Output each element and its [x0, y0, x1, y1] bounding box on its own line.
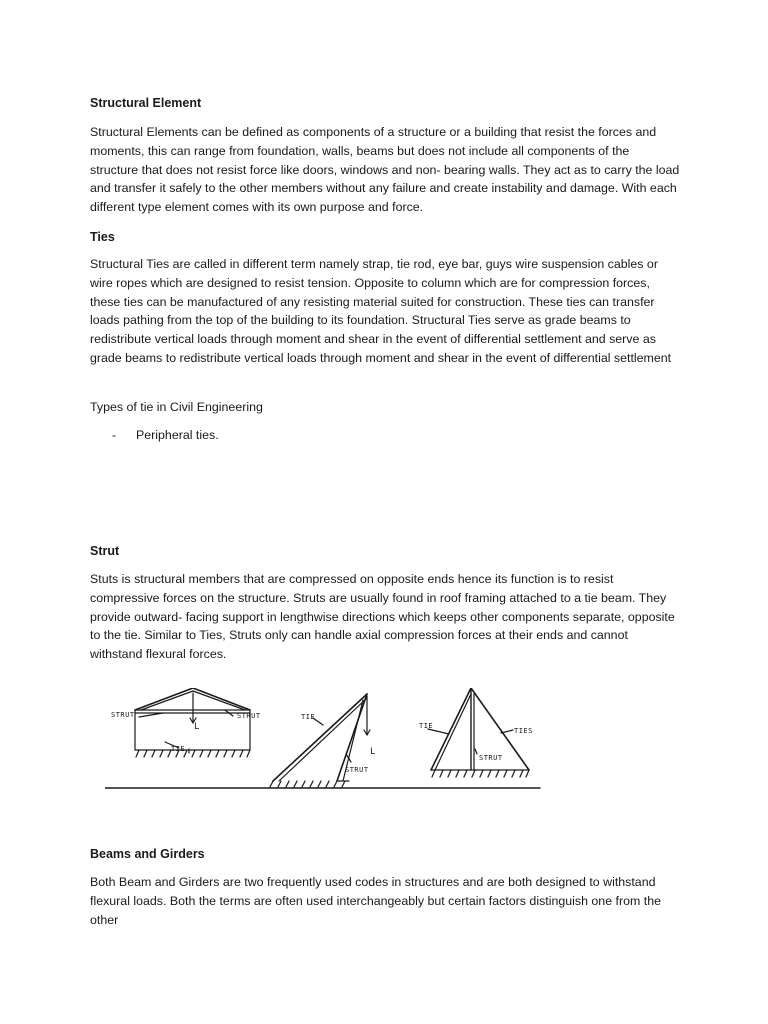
label-strut: STRUT: [111, 711, 135, 719]
ties-heading: Ties: [90, 230, 115, 244]
label-load: L: [194, 722, 200, 732]
beams-girders-heading: Beams and Girders: [90, 847, 205, 861]
label-tie: TIE: [171, 745, 186, 753]
tie-type-peripheral: Peripheral ties.: [136, 428, 219, 442]
ties-paragraph: Structural Ties are called in different term namely strap, tie rod, eye bar, guys wire suspension cables or wire ropes which are designed to resist tension. Opposite to column which are for compression forces, these ties can be manufactured of any resisting material suited for construction. These ties can transfer loads pathing from the top of the building to its foundation. Structural Ties serve as grade beams to redistribute vertical loads through moment and shear in the event of differential settlement and serve as grade beams to redistribute vertical loads through moment and shear in the event of differential settlement: [90, 257, 672, 365]
label-strut: STRUT: [345, 766, 369, 774]
label-ties: TIES: [514, 727, 533, 735]
label-tie: TIE: [419, 722, 434, 730]
structural-element-paragraph: Structural Elements can be defined as components of a structure or a building that resist the forces and moments, this can range from foundation, walls, beams but does not include all components of the structure that does not resist force like doors, windows and non- bearing walls. They act as to carry the load and transfer it safely to the other members without any failure and create instability and damage. With each different type element comes with its own purpose and force.: [90, 125, 680, 215]
label-load: L: [370, 747, 376, 757]
label-strut: STRUT: [237, 712, 261, 720]
figure-gable-frame: [135, 688, 250, 757]
label-strut: STRUT: [479, 754, 503, 762]
label-tie: TIE: [301, 713, 316, 721]
tie-types-label: Types of tie in Civil Engineering: [90, 400, 263, 414]
bullet-marker: -: [112, 428, 117, 442]
strut-tie-diagram: [105, 688, 545, 798]
beams-girders-paragraph: Both Beam and Girders are two frequently used codes in structures and are both designed to withstand flexural loads. Both the terms are often used interchangeably but certain factors distinguish one from the other: [90, 875, 661, 927]
structural-element-heading: Structural Element: [90, 96, 202, 110]
strut-paragraph: Stuts is structural members that are compressed on opposite ends hence its function is to resist compressive forces on the structure. Struts are usually found in roof framing attached to a tie beam. They provide outward- facing support in lengthwise directions which keeps other components separate, opposite to the tie. Similar to Ties, Struts only can handle axial compression forces at their ends and cannot withstand flexural forces.: [90, 572, 675, 662]
strut-heading: Strut: [90, 544, 120, 558]
list-item: [112, 427, 219, 443]
